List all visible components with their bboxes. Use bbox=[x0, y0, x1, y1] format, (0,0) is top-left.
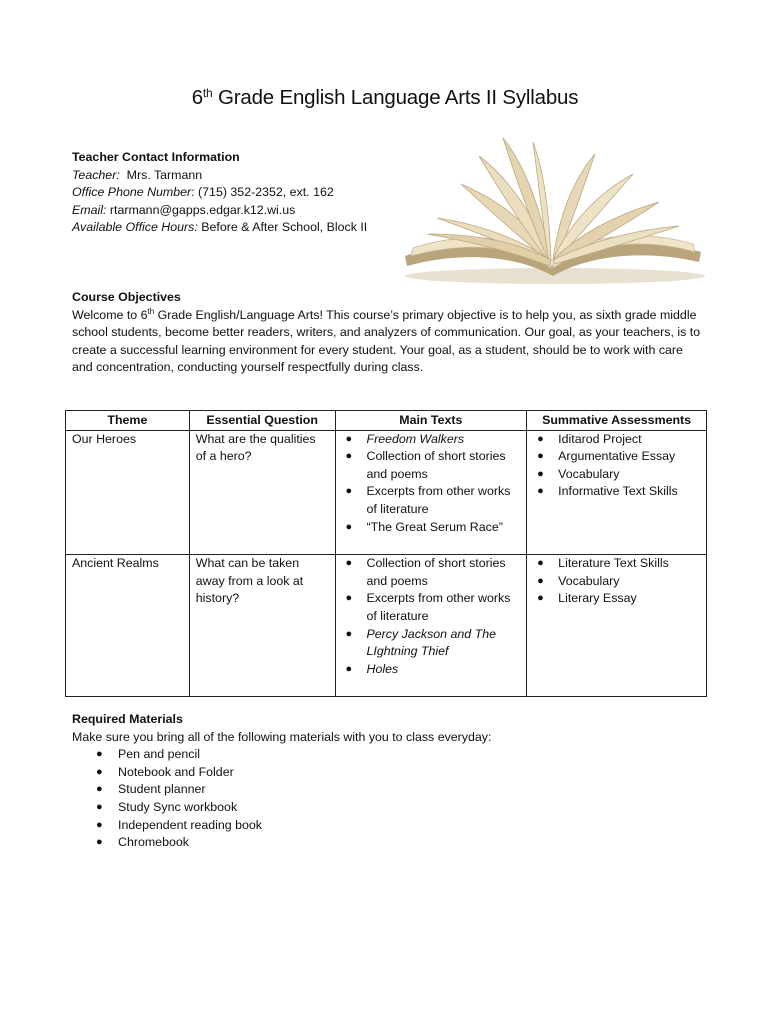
list-item: ● Holes bbox=[342, 661, 521, 679]
curriculum-table bbox=[65, 410, 707, 697]
title-grade: 6 bbox=[191, 86, 203, 109]
open-book-image bbox=[383, 128, 713, 288]
teacher-value: Mrs. Tarmann bbox=[119, 167, 203, 182]
list-item: ● Student planner bbox=[72, 781, 491, 799]
email-label: Email: bbox=[72, 202, 107, 217]
list-item: ● “The Great Serum Race” bbox=[342, 519, 521, 537]
phone-value: : (715) 352-2352, ext. 162 bbox=[191, 185, 334, 200]
teacher-line bbox=[72, 167, 367, 185]
list-item: ● Notebook and Folder bbox=[72, 764, 491, 782]
list-item: ● Literature Text Skills bbox=[533, 555, 700, 573]
table-header-cell: Theme bbox=[66, 411, 190, 431]
list-item: ● Informative Text Skills bbox=[533, 483, 700, 501]
list-item: ● Chromebook bbox=[72, 834, 491, 852]
list-item: ● Literary Essay bbox=[533, 590, 700, 608]
theme-cell: Ancient Realms bbox=[66, 555, 190, 697]
required-materials-section bbox=[72, 711, 491, 852]
list-item: ● Argumentative Essay bbox=[533, 448, 700, 466]
table-row bbox=[66, 430, 707, 555]
main-texts-cell bbox=[335, 555, 527, 697]
list-item: ● Iditarod Project bbox=[533, 431, 700, 449]
table-row bbox=[66, 555, 707, 697]
objectives-text-sup: th bbox=[147, 306, 155, 316]
phone-line bbox=[72, 184, 367, 202]
assessments-cell bbox=[527, 555, 707, 697]
table-header-row bbox=[66, 411, 707, 431]
teacher-label: Teacher: bbox=[72, 167, 120, 182]
materials-heading: Required Materials bbox=[72, 712, 183, 726]
phone-label: Office Phone Number bbox=[72, 185, 192, 200]
objectives-heading: Course Objectives bbox=[72, 290, 181, 304]
list-item: ● Freedom Walkers bbox=[342, 431, 521, 449]
list-item: ● Excerpts from other works of literature bbox=[342, 590, 521, 625]
question-cell: What can be taken away from a look at history? bbox=[189, 555, 335, 697]
question-cell: What are the qualities of a hero? bbox=[189, 430, 335, 555]
list-item: ● Independent reading book bbox=[72, 817, 491, 835]
course-objectives-section bbox=[72, 289, 702, 377]
email-line bbox=[72, 202, 367, 220]
objectives-text: Grade English/Language Arts! This course’s primary objective is to help you, as sixth grade middle school students, become better readers, writers, and analyzers of communication. Our goal, as your teachers, is to create a successful learning environment for every student. Your goal, as a student, should be to work with care and concentration, conducting yourself respectfully during class. bbox=[72, 307, 701, 375]
objectives-paragraph bbox=[72, 307, 702, 377]
list-item: ● Collection of short stories and poems bbox=[342, 555, 521, 590]
materials-intro: Make sure you bring all of the following materials with you to class everyday: bbox=[72, 729, 492, 744]
assessments-cell bbox=[527, 430, 707, 555]
teacher-contact-section bbox=[72, 149, 367, 237]
hours-value: Before & After School, Block II bbox=[197, 220, 368, 235]
list-item: ● Pen and pencil bbox=[72, 746, 491, 764]
list-item: ● Excerpts from other works of literature bbox=[342, 483, 521, 518]
objectives-text-start: Welcome to 6 bbox=[72, 307, 148, 322]
list-item: ● Percy Jackson and The LIghtning Thief bbox=[342, 626, 521, 661]
office-hours-line bbox=[72, 219, 367, 237]
theme-cell: Our Heroes bbox=[66, 430, 190, 555]
list-item: ● Vocabulary bbox=[533, 573, 700, 591]
table-header-cell: Summative Assessments bbox=[527, 411, 707, 431]
page-title bbox=[0, 86, 770, 110]
materials-list bbox=[72, 746, 491, 852]
hours-label: Available Office Hours: bbox=[72, 220, 198, 235]
email-value: rtarmann@gapps.edgar.k12.wi.us bbox=[106, 202, 296, 217]
main-texts-cell bbox=[335, 430, 527, 555]
table-header-cell: Essential Question bbox=[189, 411, 335, 431]
list-item: ● Collection of short stories and poems bbox=[342, 448, 521, 483]
list-item: ● Study Sync workbook bbox=[72, 799, 491, 817]
list-item: ● Vocabulary bbox=[533, 466, 700, 484]
table-header-cell: Main Texts bbox=[335, 411, 527, 431]
title-grade-suffix: th bbox=[202, 86, 213, 100]
title-text: Grade English Language Arts II Syllabus bbox=[212, 86, 579, 109]
contact-heading: Teacher Contact Information bbox=[72, 150, 240, 164]
